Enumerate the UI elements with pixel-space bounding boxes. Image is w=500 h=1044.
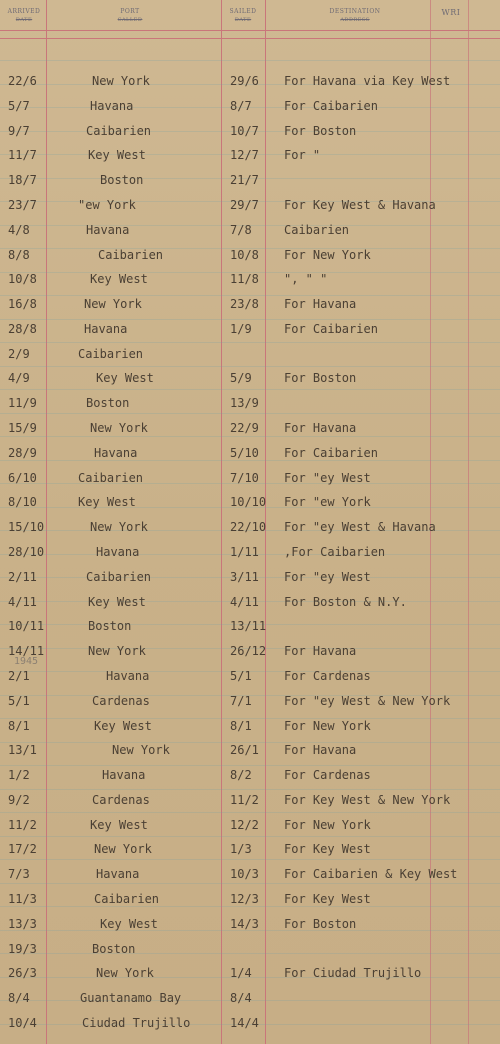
sailed-date: 1/11 — [230, 545, 259, 559]
header-port-sub — [95, 17, 165, 18]
port-called: "ew York — [78, 198, 136, 212]
sailed-date: 26/1 — [230, 743, 259, 757]
port-called: Havana — [96, 545, 140, 559]
sailed-date: 14/3 — [230, 917, 259, 931]
arrived-date: 14/11 — [8, 644, 45, 658]
arrived-date: 4/8 — [8, 223, 30, 237]
destination: ", " " — [284, 272, 328, 286]
arrived-date: 11/3 — [8, 892, 37, 906]
header-wri-label: WRI — [441, 8, 461, 17]
sailed-date: 29/7 — [230, 198, 259, 212]
header-sailed-label: SAILED — [229, 8, 257, 15]
arrived-date: 23/7 — [8, 198, 37, 212]
ledger-rule — [0, 789, 500, 790]
destination: For Havana — [284, 297, 357, 311]
arrived-date: 28/8 — [8, 322, 37, 336]
port-called: Key West — [90, 272, 148, 286]
destination: For Boston & N.Y. — [284, 595, 407, 609]
arrived-date: 4/11 — [8, 595, 37, 609]
ledger-rule — [0, 883, 500, 884]
arrived-date: 5/1 — [8, 694, 30, 708]
arrived-date: 19/3 — [8, 942, 37, 956]
sailed-date: 10/8 — [230, 248, 259, 262]
sailed-date: 11/8 — [230, 272, 259, 286]
arrived-date: 10/11 — [8, 619, 45, 633]
port-called: Havana — [96, 867, 140, 881]
destination: For New York — [284, 719, 371, 733]
column-rule-arrived — [46, 0, 47, 1044]
sailed-date: 26/12 — [230, 644, 267, 658]
port-called: Caibarien — [98, 248, 164, 262]
port-called: Havana — [86, 223, 130, 237]
sailed-date: 8/4 — [230, 991, 252, 1005]
destination: Caibarien — [284, 223, 350, 237]
sailed-date: 29/6 — [230, 74, 259, 88]
destination: For "ey West & Havana — [284, 520, 436, 534]
sailed-date: 5/1 — [230, 669, 252, 683]
destination: For Boston — [284, 124, 357, 138]
arrived-date: 8/4 — [8, 991, 30, 1005]
destination: For Havana via Key West — [284, 74, 451, 88]
port-called: Cardenas — [92, 793, 150, 807]
arrived-date: 15/10 — [8, 520, 45, 534]
sailed-date: 22/9 — [230, 421, 259, 435]
sailed-date: 5/9 — [230, 371, 252, 385]
destination: For Caibarien — [284, 446, 378, 460]
arrived-date: 5/7 — [8, 99, 30, 113]
destination: For Boston — [284, 371, 357, 385]
destination: For Caibarien & Key West — [284, 867, 458, 881]
port-called: Boston — [92, 942, 136, 956]
ledger-rule — [0, 906, 500, 907]
sailed-date: 1/9 — [230, 322, 252, 336]
ledger-rule — [0, 812, 500, 813]
ledger-rule — [0, 366, 500, 367]
port-called: Key West — [88, 595, 146, 609]
port-called: New York — [92, 74, 150, 88]
port-called: Havana — [94, 446, 138, 460]
destination: For New York — [284, 248, 371, 262]
arrived-date: 11/7 — [8, 148, 37, 162]
destination: For Cardenas — [284, 768, 371, 782]
arrived-date: 10/8 — [8, 272, 37, 286]
sailed-date: 10/10 — [230, 495, 267, 509]
arrived-date: 17/2 — [8, 842, 37, 856]
arrived-date: 8/8 — [8, 248, 30, 262]
port-called: New York — [90, 520, 148, 534]
ledger-rule — [0, 295, 500, 296]
port-called: Caibarien — [86, 570, 152, 584]
sailed-date: 13/11 — [230, 619, 267, 633]
port-called: Boston — [100, 173, 144, 187]
destination: For Caibarien — [284, 322, 378, 336]
ledger-rule — [0, 460, 500, 461]
arrived-date: 9/7 — [8, 124, 30, 138]
arrived-date: 8/1 — [8, 719, 30, 733]
destination: For Havana — [284, 421, 357, 435]
port-called: Caibarien — [94, 892, 160, 906]
destination: For "ey West — [284, 471, 371, 485]
ledger-rule — [0, 836, 500, 837]
port-called: Ciudad Trujillo — [82, 1016, 191, 1030]
port-called: New York — [94, 842, 152, 856]
port-called: Boston — [88, 619, 132, 633]
sailed-date: 21/7 — [230, 173, 259, 187]
port-called: New York — [112, 743, 170, 757]
arrived-date: 2/11 — [8, 570, 37, 584]
header-sailed — [224, 8, 262, 18]
port-called: New York — [88, 644, 146, 658]
port-called: Key West — [78, 495, 136, 509]
sailed-date: 10/7 — [230, 124, 259, 138]
port-called: Havana — [102, 768, 146, 782]
port-called: Havana — [106, 669, 150, 683]
destination: For "ey West & New York — [284, 694, 451, 708]
port-called: Caibarien — [86, 124, 152, 138]
arrived-date: 1/2 — [8, 768, 30, 782]
port-called: Key West — [96, 371, 154, 385]
destination: For "ew York — [284, 495, 371, 509]
column-rule-wri — [468, 0, 469, 1044]
ledger-rule — [0, 60, 500, 61]
destination: For Caibarien — [284, 99, 378, 113]
arrived-date: 6/10 — [8, 471, 37, 485]
destination: For Key West — [284, 892, 371, 906]
sailed-date: 23/8 — [230, 297, 259, 311]
arrived-date: 13/3 — [8, 917, 37, 931]
ledger-rule — [0, 342, 500, 343]
destination: For Havana — [284, 644, 357, 658]
ledger-rule — [0, 765, 500, 766]
column-rule-port — [221, 0, 222, 1044]
header-arrived-label: ARRIVED — [7, 8, 41, 15]
header-sailed-sub — [224, 17, 262, 18]
arrived-date: 22/6 — [8, 74, 37, 88]
header-destination-sub — [310, 17, 400, 18]
port-called: Key West — [94, 719, 152, 733]
destination: For " — [284, 148, 321, 162]
sailed-date: 13/9 — [230, 396, 259, 410]
destination: For Boston — [284, 917, 357, 931]
sailed-date: 8/1 — [230, 719, 252, 733]
port-called: Havana — [84, 322, 128, 336]
arrived-date: 16/8 — [8, 297, 37, 311]
header-destination-label: DESTINATION — [329, 8, 381, 15]
ledger-rule — [0, 319, 500, 320]
header-port — [95, 8, 165, 18]
ledger-rule — [0, 389, 500, 390]
destination: For Ciudad Trujillo — [284, 966, 422, 980]
sailed-date: 12/7 — [230, 148, 259, 162]
arrived-date: 28/9 — [8, 446, 37, 460]
sailed-date: 12/2 — [230, 818, 259, 832]
port-called: Caibarien — [78, 347, 144, 361]
sailed-date: 7/1 — [230, 694, 252, 708]
port-called: Havana — [90, 99, 134, 113]
port-called: Key West — [90, 818, 148, 832]
header-rule-bottom — [0, 38, 500, 39]
port-called: Guantanamo Bay — [80, 991, 182, 1005]
port-called: Boston — [86, 396, 130, 410]
header-rule-top — [0, 30, 500, 31]
sailed-date: 4/11 — [230, 595, 259, 609]
port-called: New York — [96, 966, 154, 980]
arrived-date: 8/10 — [8, 495, 37, 509]
header-port-label: PORT — [120, 8, 140, 15]
arrived-date: 2/1 — [8, 669, 30, 683]
year-note: 1945 — [14, 656, 39, 667]
destination: For Key West & Havana — [284, 198, 436, 212]
ledger-rule — [0, 413, 500, 414]
sailed-date: 1/4 — [230, 966, 252, 980]
sailed-date: 12/3 — [230, 892, 259, 906]
arrived-date: 7/3 — [8, 867, 30, 881]
destination: For "ey West — [284, 570, 371, 584]
arrived-date: 13/1 — [8, 743, 37, 757]
sailed-date: 22/10 — [230, 520, 267, 534]
destination: For New York — [284, 818, 371, 832]
port-called: Key West — [100, 917, 158, 931]
ledger-rule — [0, 953, 500, 954]
ledger-rule — [0, 859, 500, 860]
sailed-date: 1/3 — [230, 842, 252, 856]
header-destination — [310, 8, 400, 18]
arrived-date: 10/4 — [8, 1016, 37, 1030]
sailed-date: 11/2 — [230, 793, 259, 807]
sailed-date: 8/7 — [230, 99, 252, 113]
sailed-date: 7/8 — [230, 223, 252, 237]
destination: For Key West — [284, 842, 371, 856]
port-called: New York — [84, 297, 142, 311]
destination: For Cardenas — [284, 669, 371, 683]
ledger-rule — [0, 436, 500, 437]
arrived-date: 11/2 — [8, 818, 37, 832]
destination: For Key West & New York — [284, 793, 451, 807]
header-arrived-sub — [4, 17, 44, 18]
arrived-date: 9/2 — [8, 793, 30, 807]
arrived-date: 26/3 — [8, 966, 37, 980]
port-called: Caibarien — [78, 471, 144, 485]
header-arrived — [4, 8, 44, 18]
arrived-date: 28/10 — [8, 545, 45, 559]
sailed-date: 7/10 — [230, 471, 259, 485]
arrived-date: 15/9 — [8, 421, 37, 435]
port-called: New York — [90, 421, 148, 435]
sailed-date: 8/2 — [230, 768, 252, 782]
arrived-date: 2/9 — [8, 347, 30, 361]
arrived-date: 18/7 — [8, 173, 37, 187]
port-called: Cardenas — [92, 694, 150, 708]
arrived-date: 4/9 — [8, 371, 30, 385]
sailed-date: 10/3 — [230, 867, 259, 881]
port-called: Key West — [88, 148, 146, 162]
header-wri — [434, 8, 468, 17]
destination: For Havana — [284, 743, 357, 757]
destination: ,For Caibarien — [284, 545, 386, 559]
sailed-date: 5/10 — [230, 446, 259, 460]
sailed-date: 3/11 — [230, 570, 259, 584]
arrived-date: 11/9 — [8, 396, 37, 410]
sailed-date: 14/4 — [230, 1016, 259, 1030]
